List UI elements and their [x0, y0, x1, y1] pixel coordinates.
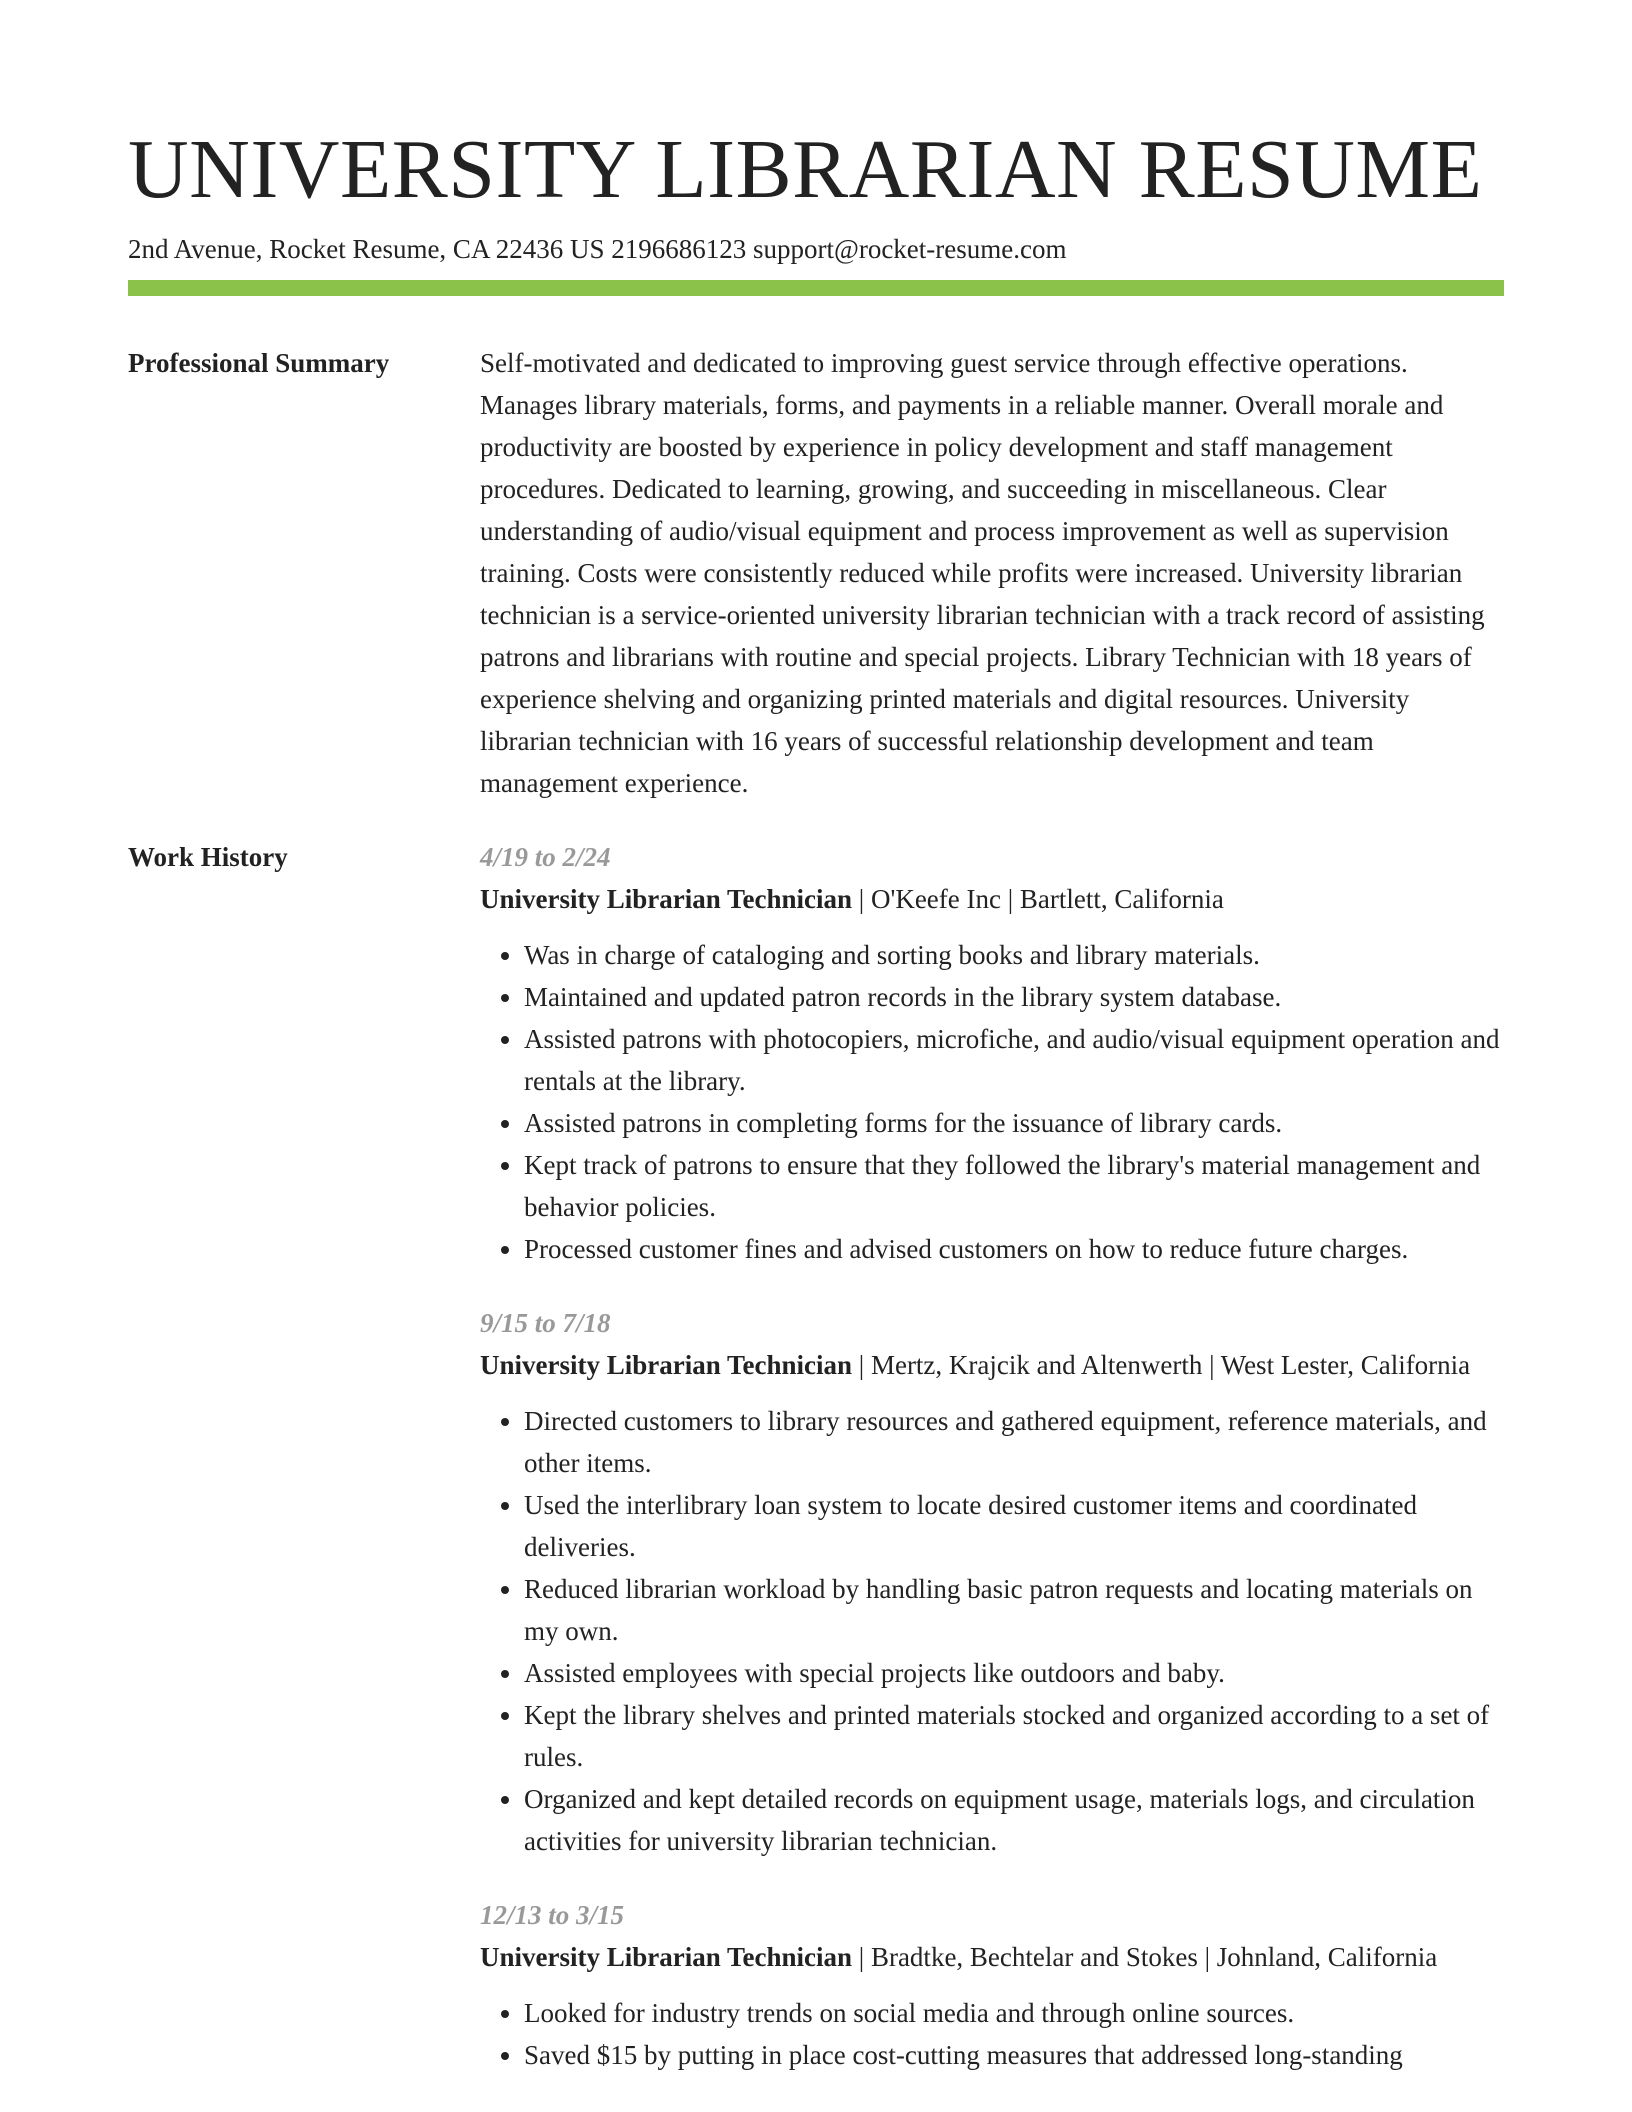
summary-body [480, 342, 1504, 804]
job-dates: 12/13 to 3/15 [480, 1900, 625, 1930]
job-bullet-list [480, 1400, 1504, 1862]
job-bullet: • Kept track of patrons to ensure that they followed the library's material management and behavior policies. [524, 1144, 1504, 1228]
header-divider [128, 280, 1504, 296]
job-entry [480, 836, 1504, 1270]
job-bullet: • Kept the library shelves and printed materials stocked and organized according to a set of rules. [524, 1694, 1504, 1778]
job-bullet: • Looked for industry trends on social media and through online sources. [524, 1992, 1504, 2034]
job-bullet: • Assisted patrons with photocopiers, microfiche, and audio/visual equipment operation and rentals at the library. [524, 1018, 1504, 1102]
job-employer-location: | Bradtke, Bechtelar and Stokes | Johnland, California [852, 1942, 1438, 1972]
job-bullet: • Saved $15 by putting in place cost-cutting measures that addressed long-standing [524, 2034, 1504, 2076]
job-heading [480, 1936, 1504, 1978]
work-history-label: Work History [128, 842, 288, 872]
job-bullet: • Reduced librarian workload by handling basic patron requests and locating materials on my own. [524, 1568, 1504, 1652]
job-bullet: • Maintained and updated patron records in the library system database. [524, 976, 1504, 1018]
resume-page [128, 0, 1504, 2108]
summary-section [128, 342, 1504, 804]
job-dates: 9/15 to 7/18 [480, 1308, 611, 1338]
job-heading [480, 1344, 1504, 1386]
job-bullet: • Directed customers to library resources and gathered equipment, reference materials, and other items. [524, 1400, 1504, 1484]
job-bullet: • Used the interlibrary loan system to locate desired customer items and coordinated deliveries. [524, 1484, 1504, 1568]
job-heading [480, 878, 1504, 920]
job-bullet-list [480, 1992, 1504, 2076]
work-history-section [128, 836, 1504, 2076]
summary-text: Self-motivated and dedicated to improving guest service through effective operations. Manages library materials, forms, and payments in a reliable manner. Overall morale and productivity are boosted by experience in policy development and staff management procedures. Dedicated to learning, growing, and succeeding in miscellaneous. Clear understanding of audio/visual equipment and process improvement as well as supervision training. Costs were consistently reduced while profits were increased. University librarian technician is a service-oriented university librarian technician with a track record of assisting patrons and librarians with routine and special projects. Library Technician with 18 years of experience shelving and organizing printed materials and digital resources. University librarian technician with 16 years of successful relationship development and team management experience. [480, 348, 1485, 798]
job-title: University Librarian Technician [480, 1942, 853, 1972]
job-entry [480, 1302, 1504, 1862]
job-entry [480, 1894, 1504, 2076]
job-bullet: • Processed customer fines and advised customers on how to reduce future charges. [524, 1228, 1504, 1270]
job-bullet: • Was in charge of cataloging and sorting books and library materials. [524, 934, 1504, 976]
job-title: University Librarian Technician [480, 884, 853, 914]
job-bullet: • Assisted patrons in completing forms for the issuance of library cards. [524, 1102, 1504, 1144]
job-bullet-list [480, 934, 1504, 1270]
resume-title: UNIVERSITY LIBRARIAN RESUME [128, 123, 1483, 216]
job-bullet: • Organized and kept detailed records on equipment usage, materials logs, and circulation activities for university librarian technician. [524, 1778, 1504, 1862]
job-title: University Librarian Technician [480, 1350, 853, 1380]
summary-label: Professional Summary [128, 348, 390, 378]
contact-line: 2nd Avenue, Rocket Resume, CA 22436 US 2196686123 support@rocket-resume.com [128, 234, 1067, 264]
work-history-body [480, 836, 1504, 2076]
job-bullet: • Assisted employees with special projects like outdoors and baby. [524, 1652, 1504, 1694]
job-employer-location: | Mertz, Krajcik and Altenwerth | West Lester, California [852, 1350, 1471, 1380]
job-dates: 4/19 to 2/24 [480, 842, 611, 872]
job-employer-location: | O'Keefe Inc | Bartlett, California [852, 884, 1224, 914]
